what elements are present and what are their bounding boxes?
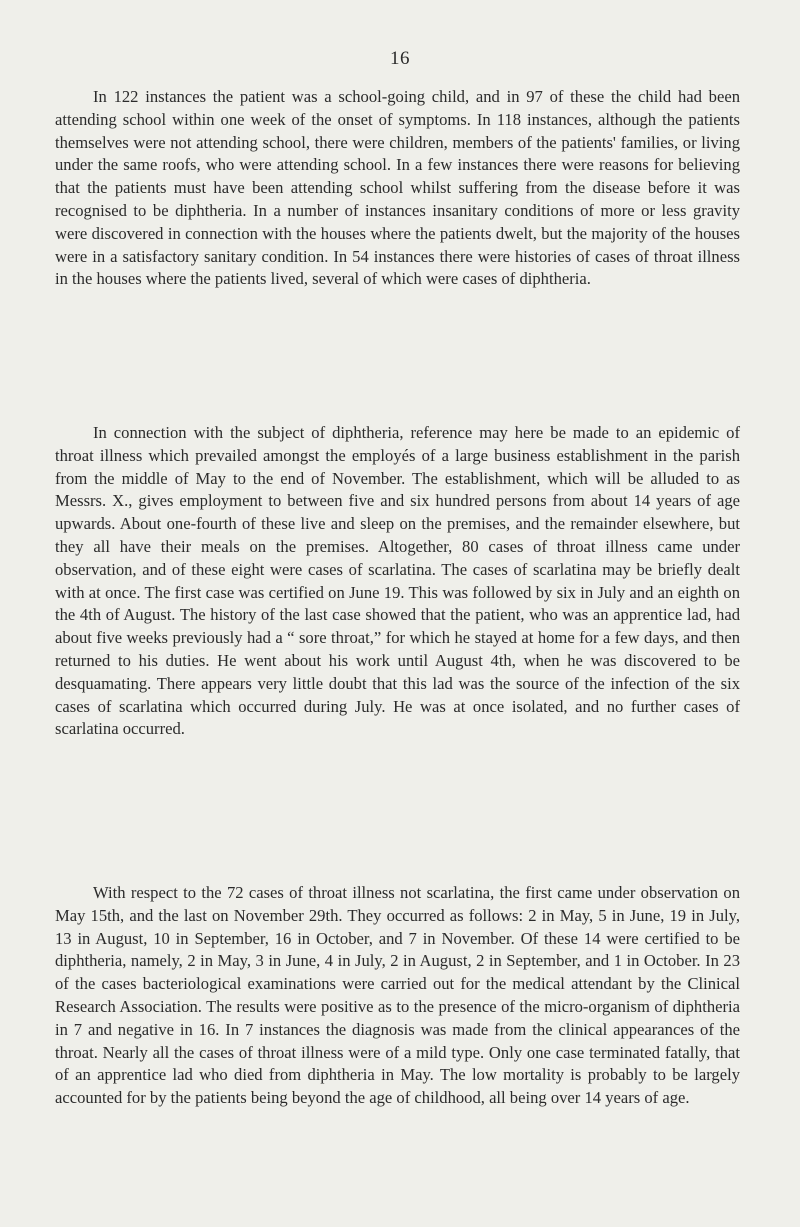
page-number: 16: [390, 48, 410, 69]
paragraph-throat-illness-cases: With respect to the 72 cases of throat illness not scarlatina, the first came under observation on May 15th, and the last on November 29th. They occurred as follows: 2 in May, 5 in June, 19 in July, 13 in August, 10 in September, 16 in October, and 7 in November. Of these 14 were certified to be diphtheria, namely, 2 in May, 3 in June, 4 in July, 2 in August, 2 in September, and 1 in October. In 23 of the cases bacteriological examinations were carried out for the medical attendant by the Clinical Research Association. The results were positive as to the presence of the micro-organism of diphtheria in 7 and negative in 16. In 7 instances the diagnosis was made from the clinical appearances of the throat. Nearly all the cases of throat illness were of a mild type. Only one case terminated fatally, that of an apprentice lad who died from diphtheria in May. The low mortality is probably to be largely accounted for by the patients being beyond the age of childhood, all being over 14 years of age.: [55, 883, 740, 1108]
paragraph-school-attendance: In 122 instances the patient was a school-going child, and in 97 of these the child had been attending school within one week of the onset of symptoms. In 118 instances, although the patients themselves were not attending school, there were children, members of the patients' families, or living under the same roofs, who were attending school. In a few instances there were reasons for believing that the patients must have been attending school whilst suffering from the disease before it was recognised to be diphtheria. In a number of instances insanitary conditions of more or less gravity were discovered in connection with the houses where the patients dwelt, but the majority of the houses were in a satisfactory sanitary condition. In 54 instances there were histories of cases of throat illness in the houses where the patients lived, several of which were cases of diphtheria.: [55, 87, 740, 289]
paragraph-business-epidemic: In connection with the subject of diphtheria, reference may here be made to an epidemic of throat illness which prevailed amongst the employés of a large business establishment in the parish from the middle of May to the end of November. The establishment, which will be alluded to as Messrs. X., gives employment to between five and six hundred persons from about 14 years of age upwards. About one-fourth of these live and sleep on the premises, and the remainder elsewhere, but they all have their meals on the premises. Altogether, 80 cases of throat illness came under observation, and of these eight were cases of scarlatina. The cases of scarlatina may be briefly dealt with at once. The first case was certified on June 19. This was followed by six in July and an eighth on the 4th of August. The history of the last case showed that the patient, who was an apprentice lad, had about five weeks previously had a “ sore throat,” for which he stayed at home for a few days, and then returned to his duties. He went about his work until August 4th, when he was discovered to be desquamating. There appears very little doubt that this lad was the source of the infection of the six cases of scarlatina which occurred during July. He was at once isolated, and no further cases of scarlatina occurred.: [55, 423, 740, 739]
